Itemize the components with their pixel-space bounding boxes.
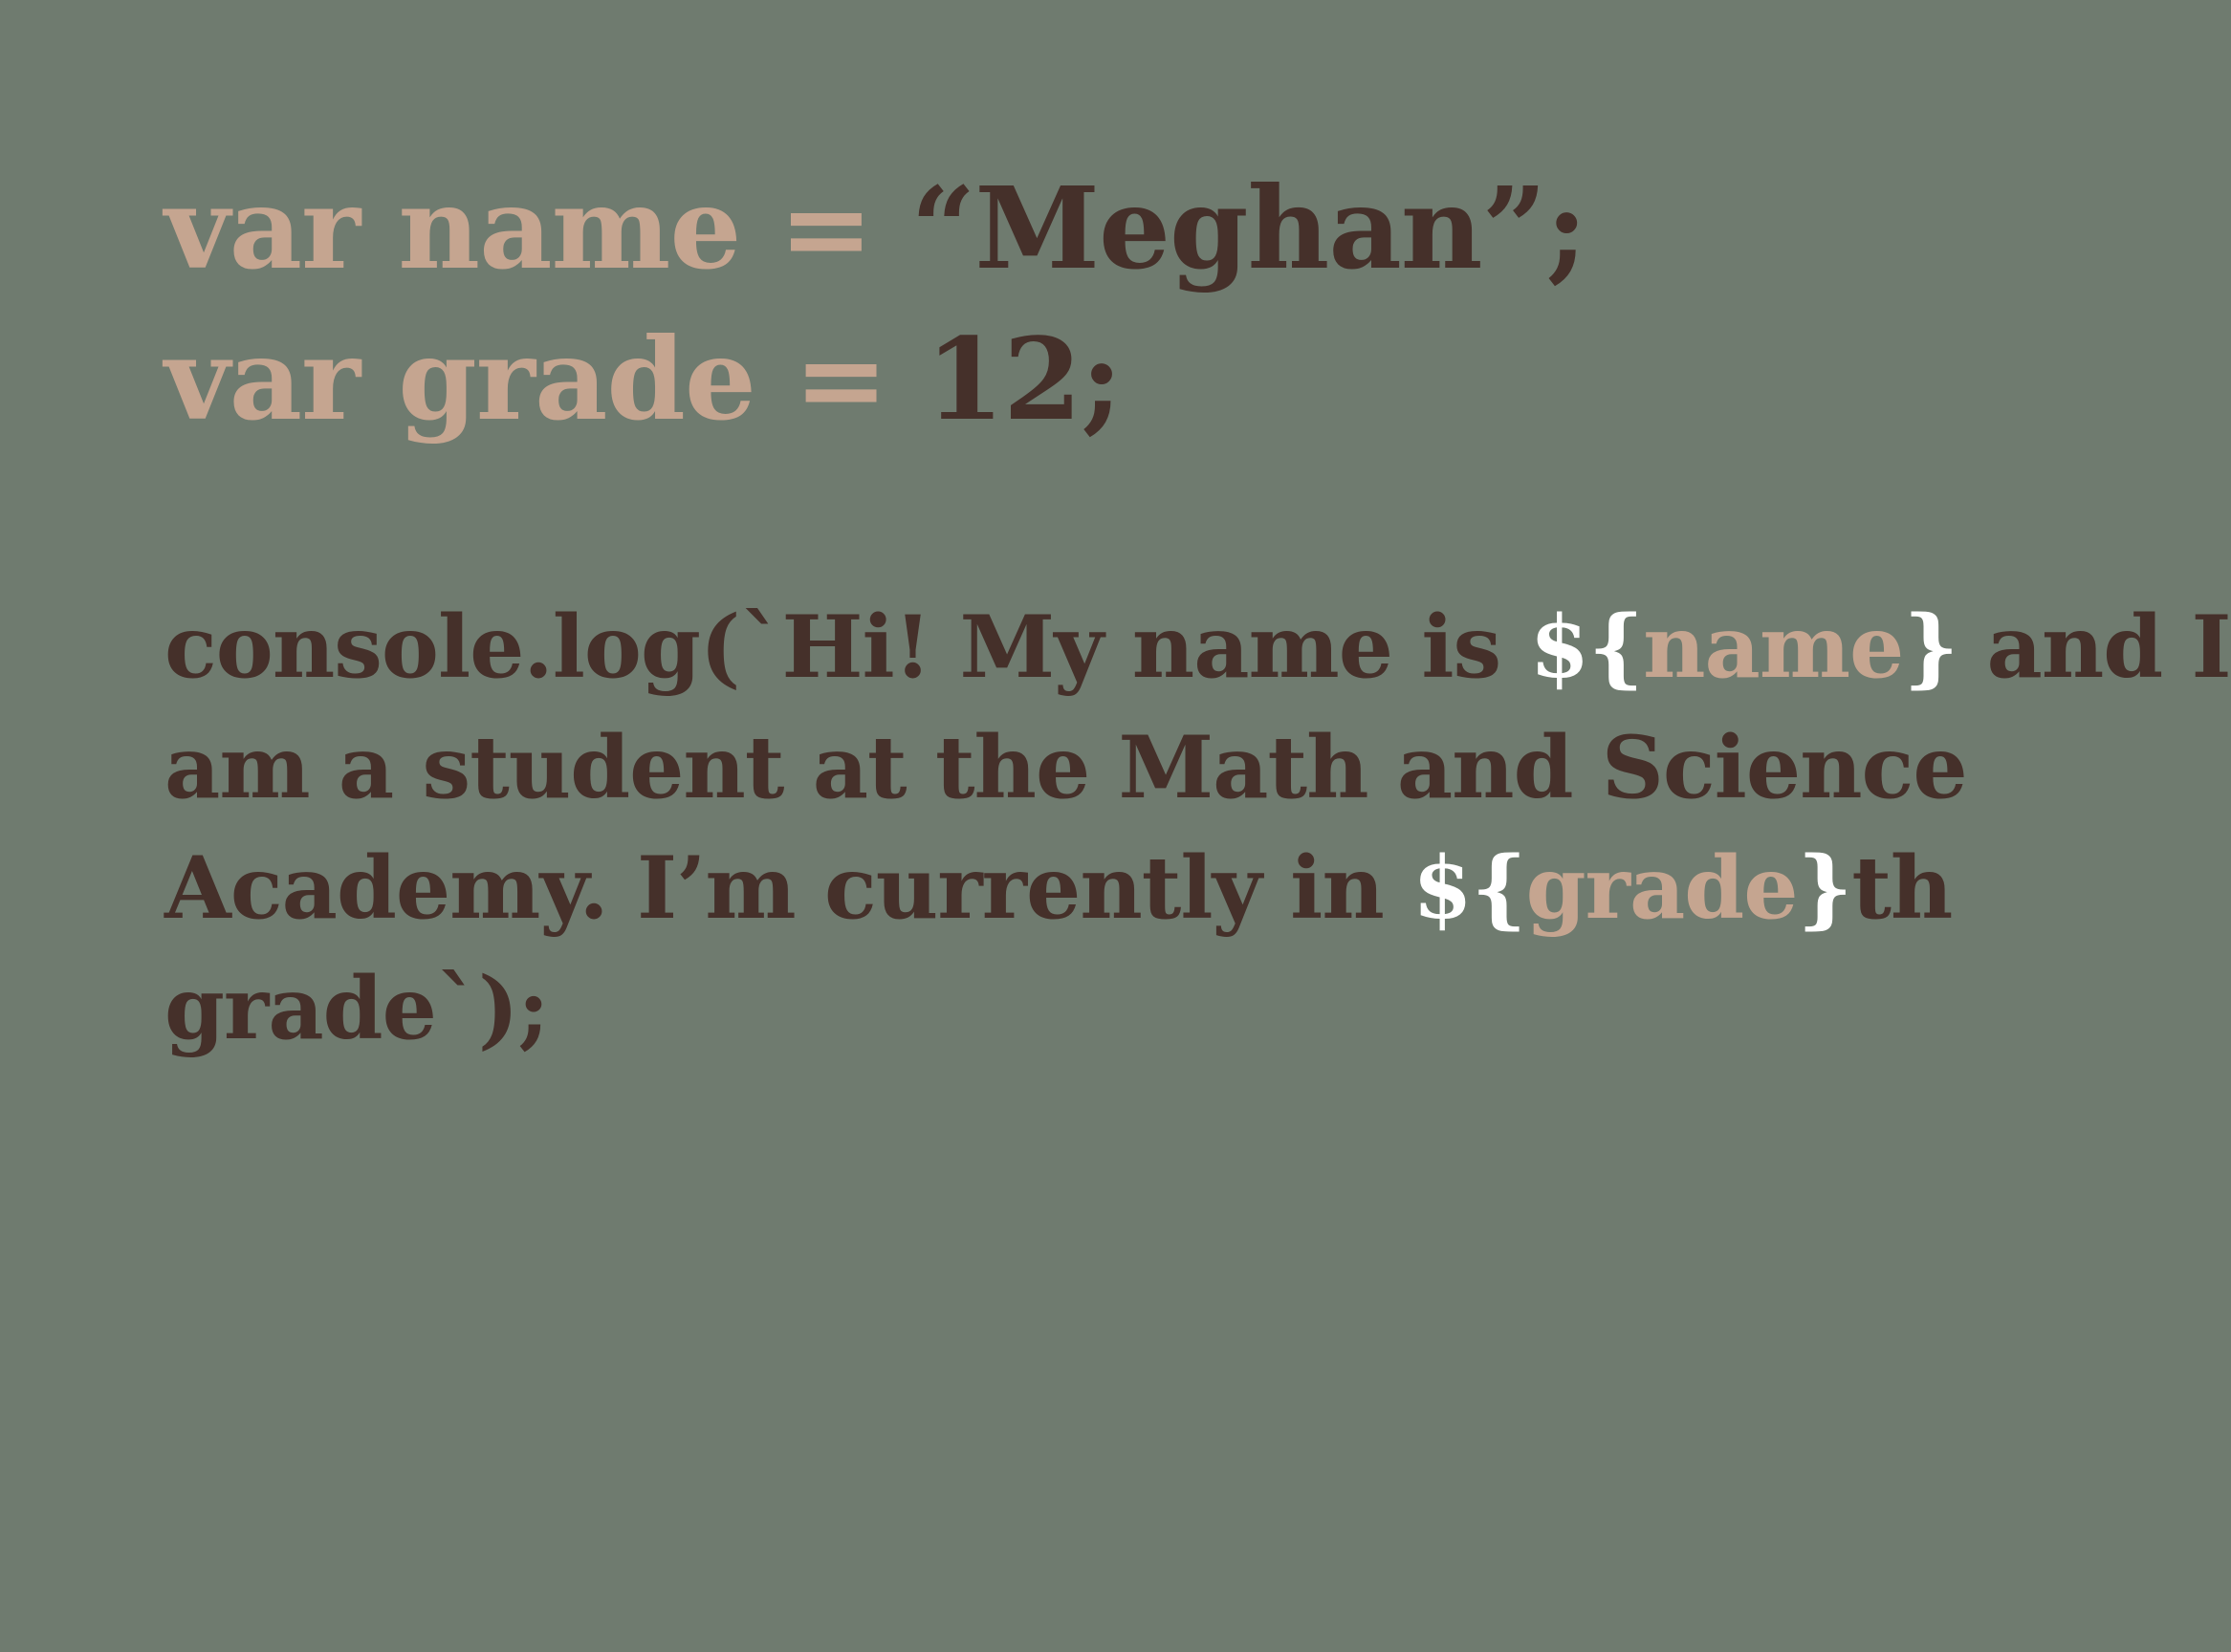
variable-declarations: [164, 153, 2134, 455]
grade-interp-var: grade: [1525, 837, 1798, 939]
grade-interp-close: }: [1797, 837, 1852, 939]
name-interp-open: ${: [1529, 597, 1644, 698]
log-line-1: [164, 587, 2231, 707]
grade-declaration: [164, 304, 2134, 455]
log-line-1-start: console.log(`Hi! My name is: [164, 597, 1530, 698]
console-log-statement: [164, 587, 2231, 1069]
log-line-2: am a student at the Math and Science: [164, 717, 1967, 818]
log-line-4: grade`);: [164, 958, 549, 1059]
name-declaration: [164, 153, 2134, 304]
name-keyword: var name =: [164, 162, 873, 294]
log-line-3: [164, 828, 2173, 948]
grade-keyword: var grade =: [164, 313, 887, 446]
log-line-1-end: and I: [1958, 597, 2231, 698]
grade-value: 12;: [886, 313, 1122, 446]
name-value: “Meghan”;: [872, 162, 1587, 294]
grade-interp-open: ${: [1412, 837, 1526, 939]
name-interp-close: }: [1903, 597, 1958, 698]
name-interp-var: name: [1643, 597, 1904, 698]
log-line-3-end: th: [1851, 837, 1953, 939]
log-line-3-start: Academy. I’m currently in: [164, 837, 1413, 939]
